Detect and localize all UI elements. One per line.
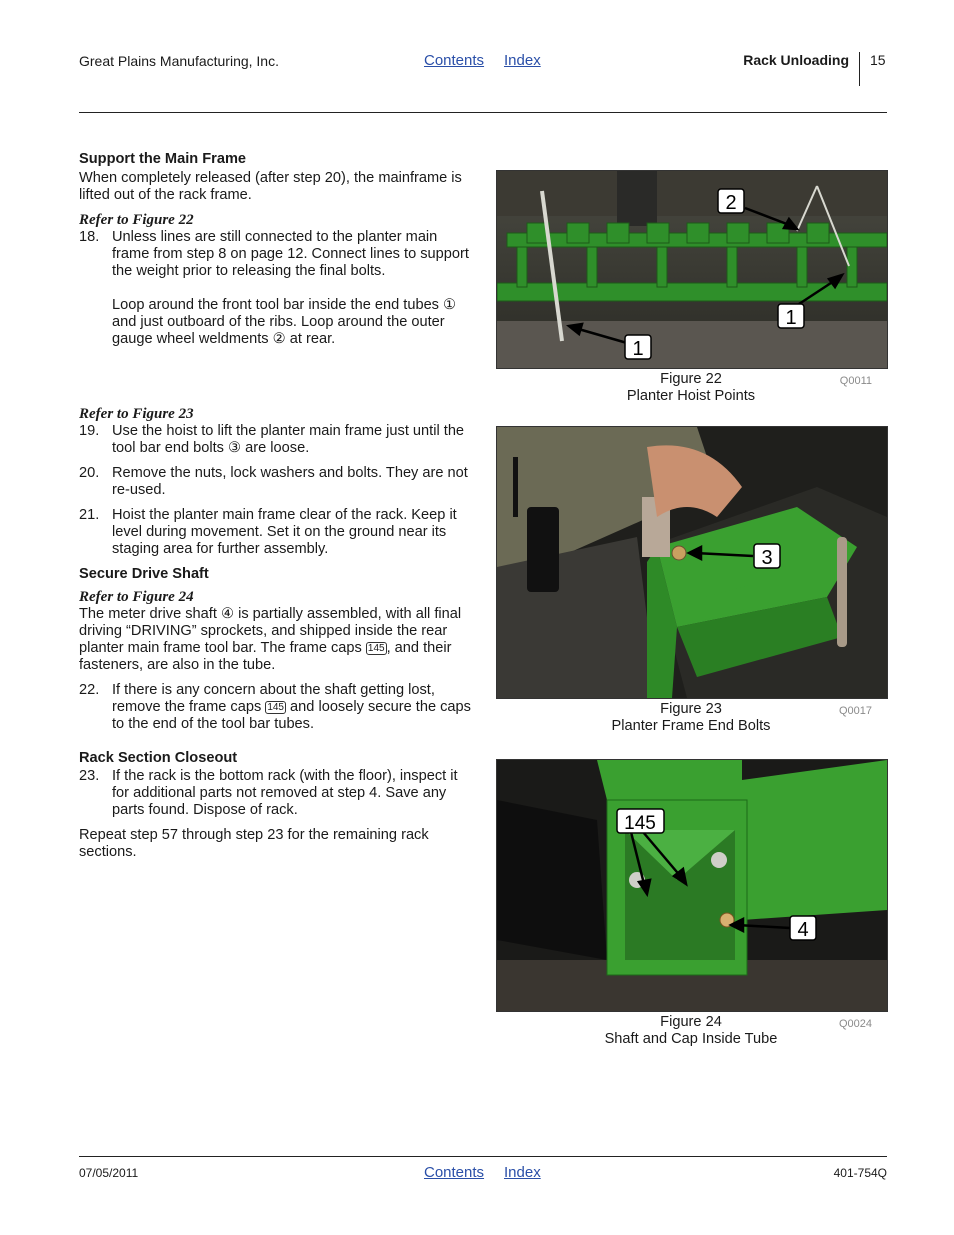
figure-22-photo [496,170,888,369]
repeat-paragraph: Repeat step 57 through step 23 for the remaining rack sections. [79,827,429,860]
svg-text:1: 1 [632,338,644,360]
step-21 [79,507,471,558]
figure-23-photo [496,426,888,699]
header-index-link[interactable]: Index [504,52,541,69]
figure-24-title: Shaft and Cap Inside Tube [604,1031,778,1047]
header-contents-link[interactable]: Contents [424,52,485,69]
callout-1 [625,335,651,360]
frame-end-bolts-illustration [497,427,887,698]
figure-24-label: Figure 24 [660,1014,722,1030]
footer-date: 07/05/2011 [79,1166,139,1180]
callout-4 [790,916,816,941]
figure-23-caption [496,701,886,735]
step-21-text: Hoist the planter main frame clear of the rack. Keep it level during movement. Set it on the ground near its staging area for further assembly. [112,507,457,557]
drive-shaft-text: The meter drive shaft ④ is partially assembled, with all final driving “DRIVING” sprockets, and shipped inside the rear planter main frame tool bar. The frame caps [79,606,462,656]
figure-22-label: Figure 22 [660,371,722,387]
svg-text:2: 2 [725,192,737,214]
step-19 [79,423,471,457]
shaft-cap-illustration [497,760,887,1011]
step-22-text: If there is any concern about the shaft getting lost, remove the frame caps [112,682,435,715]
figure-24-code: Q0024 [838,1018,872,1030]
refer-figure-23: Refer to Figure 23 [79,406,194,422]
rack-closeout-heading: Rack Section Closeout [79,750,238,766]
header-divider [859,52,860,86]
step-22 [79,682,471,733]
footer-contents-link[interactable]: Contents [424,1164,485,1181]
part-145-badge: 145 [267,702,284,713]
step-number: 22. [79,682,100,698]
footer-rule [79,1156,887,1157]
support-intro: When completely released (after step 20), the mainframe is lifted out of the rack frame. [79,170,462,203]
header-rule [79,112,887,113]
refer-figure-24: Refer to Figure 24 [79,589,194,605]
figure-24-photo [496,759,888,1012]
figure-22-title: Planter Hoist Points [626,388,756,404]
figure-22-caption [496,371,886,405]
support-section [79,151,471,348]
callout-2 [718,189,744,214]
step-23 [79,768,471,819]
header-company: Great Plains Manufacturing, Inc. [79,53,279,69]
drive-shaft-heading: Secure Drive Shaft [79,566,209,582]
figure-22-code: Q0011 [839,375,872,387]
step-number: 21. [79,507,100,523]
step-18-text: Unless lines are still connected to the planter main frame from step 8 on page 12. Connect lines to support the weight prior to releasing the final bolts. [112,229,469,279]
figure-24-caption [496,1014,886,1048]
steps-19-21 [79,406,471,861]
step-number: 19. [79,423,100,439]
step-23-text: If the rack is the bottom rack (with the floor), inspect it for additional parts not removed at step 4. Save any parts found. Dispose of rack. [112,768,458,818]
step-number: 18. [79,229,100,245]
part-145-badge: 145 [367,643,385,654]
callout-145 [617,809,664,834]
header-page-number: 15 [870,52,886,68]
header-section-title: Rack Unloading [743,52,849,68]
svg-text:1: 1 [785,307,797,329]
step-number: 20. [79,465,100,481]
svg-text:145: 145 [624,813,656,834]
figure-23-code: Q0017 [838,705,872,717]
step-22-text-end: and loosely secure the caps to the end of the tool bar tubes. [112,699,471,732]
callout-1 [778,304,804,329]
footer-doc-number: 401-754Q [833,1166,887,1180]
svg-text:4: 4 [797,919,809,941]
step-18-loop-text: Loop around the front tool bar inside the end tubes ① and just outboard of the ribs. Loop around the outer gauge wheel weldments ② at rear. [112,297,457,347]
callout-3 [754,544,780,569]
svg-text:3: 3 [761,547,773,569]
planter-hoist-illustration [497,171,887,368]
figure-23-label: Figure 23 [660,701,722,717]
refer-figure-22: Refer to Figure 22 [79,212,194,228]
support-heading: Support the Main Frame [79,151,247,167]
drive-shaft-text-end: , and their fasteners, are also in the tube. [79,640,452,673]
step-20-text: Remove the nuts, lock washers and bolts. They are not re-used. [112,465,468,498]
step-20 [79,465,471,499]
figure-23-title: Planter Frame End Bolts [611,718,771,734]
drive-shaft-paragraph [79,606,471,674]
step-19-text: Use the hoist to lift the planter main frame just until the tool bar end bolts ③ are loose. [112,423,465,456]
footer-index-link[interactable]: Index [504,1164,541,1181]
step-number: 23. [79,768,100,784]
step-18 [79,229,471,348]
